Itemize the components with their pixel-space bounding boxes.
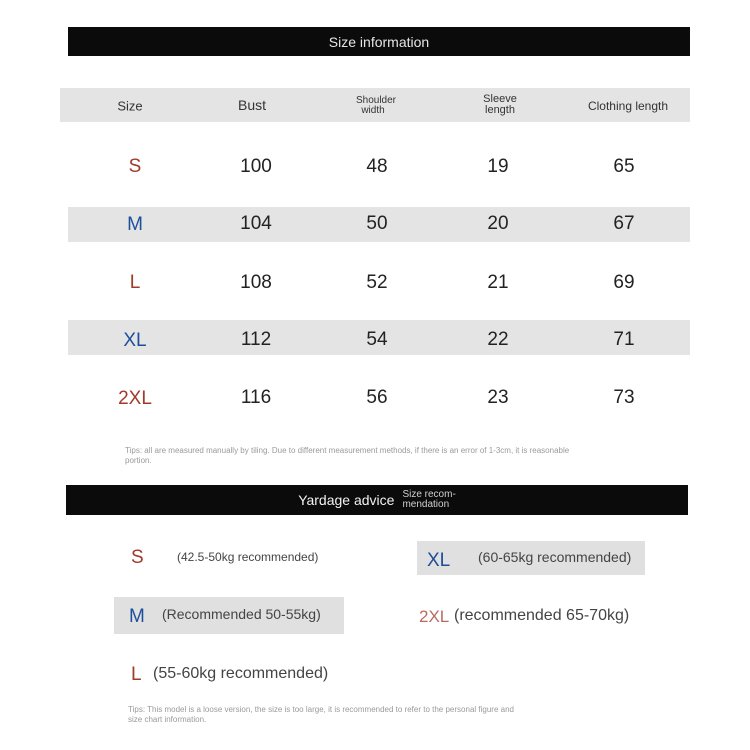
fit-tip-line2: size chart information. [128,715,207,724]
size-label-m: M [127,214,143,235]
measurement-tip-line2: portion. [125,456,152,465]
advice-size-s: S [131,547,144,568]
sleeve-value: 19 [487,156,509,177]
bust-value: 104 [240,213,272,234]
length-value: 71 [613,329,635,350]
header-sleeve-line2: length [485,104,515,116]
measurement-tip [125,446,685,466]
yardage-advice-title: Yardage advice [298,492,395,508]
advice-text-2xl: (recommended 65-70kg) [454,607,630,624]
size-label-2xl: 2XL [118,388,152,409]
sleeve-value: 21 [487,272,509,293]
length-value: 73 [613,387,635,408]
size-label-s: S [128,156,142,177]
fit-tip [128,705,688,725]
advice-text-s: (42.5-50kg recommended) [177,550,319,564]
size-information-banner [68,27,690,56]
header-sleeve-line1: Sleeve [483,93,517,105]
advice-size-l: L [131,664,142,685]
header-size: Size [117,98,143,114]
header-clothing-length: Clothing length [587,99,669,113]
size-information-title: Size information [328,33,430,50]
advice-size-2xl: 2XL [419,607,450,626]
header-shoulder-line1: Shoulder [355,95,397,106]
shoulder-value: 56 [366,387,388,408]
advice-size-xl: XL [427,550,451,571]
length-value: 65 [613,156,635,177]
header-shoulder-width [356,96,396,116]
sleeve-value: 23 [487,387,509,408]
shoulder-value: 52 [366,272,388,293]
fit-tip-line1: Tips: This model is a loose version, the size is too large, it is recommended to refer to the personal figure and [128,705,514,714]
sleeve-value: 20 [487,213,509,234]
subtitle-line1: Size recom- [402,489,456,500]
shoulder-value: 50 [366,213,388,234]
advice-text-xl: (60-65kg recommended) [478,549,632,565]
shoulder-value: 48 [366,156,388,177]
measurement-tip-line1: Tips: all are measured manually by tiling. Due to different measurement methods, if there is an error of 1-3cm, it is reasonable [125,446,570,455]
advice-size-m: M [129,606,145,627]
bust-value: 100 [240,156,272,177]
shoulder-value: 54 [366,329,388,350]
subtitle-line2: mendation [402,499,450,510]
size-label-xl: XL [123,330,147,351]
bust-value: 108 [240,272,272,293]
length-value: 67 [613,213,635,234]
bust-value: 112 [240,329,272,350]
advice-text-l: (55-60kg recommended) [153,665,329,682]
size-recommendation-subtitle [402,490,455,510]
sleeve-value: 22 [487,329,509,350]
header-shoulder-line2: width [361,105,385,116]
header-sleeve-length [483,94,517,116]
length-value: 69 [613,272,635,293]
size-label-l: L [129,272,141,293]
yardage-advice-banner [66,485,688,515]
bust-value: 116 [240,387,272,408]
header-bust: Bust [237,97,267,113]
advice-text-m: (Recommended 50-55kg) [162,606,321,622]
